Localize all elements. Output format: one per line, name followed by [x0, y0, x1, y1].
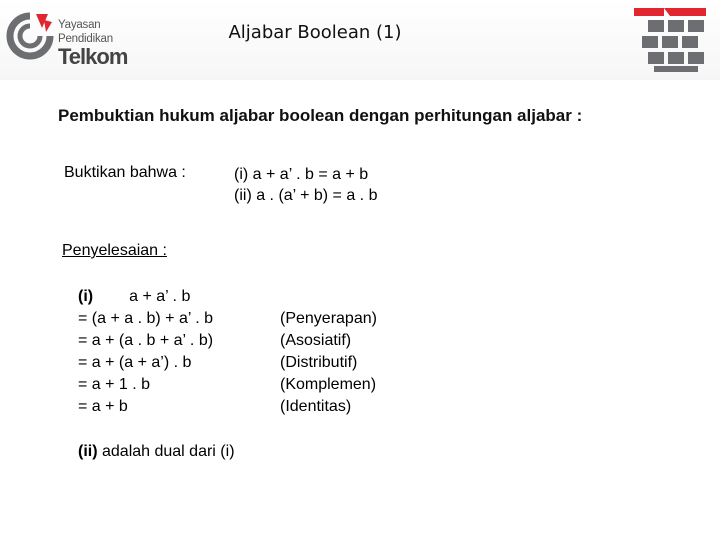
statement-i: (i) a + a’ . b = a + b	[234, 166, 369, 183]
emblem-icon	[630, 4, 710, 78]
dual-label: (ii)	[78, 443, 98, 460]
statement-ii: (ii) a . (a’ + b) = a . b	[234, 187, 378, 204]
proof-step: = a + (a . b + a’ . b)	[78, 332, 214, 349]
dual-note	[78, 443, 235, 461]
proof-step: = (a + a . b) + a’ . b	[78, 310, 214, 327]
step-i-label: (i)	[78, 288, 94, 305]
proof-first-line	[78, 286, 213, 308]
proof-step: = a + 1 . b	[78, 376, 151, 393]
prove-statements	[234, 164, 377, 206]
reason: (Penyerapan)	[280, 310, 377, 327]
solution-label: Penyelesaian :	[62, 242, 167, 259]
logo-line-1: Yayasan	[58, 19, 101, 31]
institution-emblem-logo	[630, 4, 710, 78]
reason: (Asosiatif)	[280, 332, 352, 349]
slide-title: Aljabar Boolean (1)	[228, 22, 402, 43]
proof-step: = a + (a + a’) . b	[78, 354, 192, 371]
prove-label: Buktikan bahwa :	[64, 164, 186, 181]
step-i-expression: a + a’ . b	[129, 288, 191, 305]
proof-steps	[78, 286, 213, 418]
logo-line-3: Telkom	[58, 44, 128, 69]
reason: (Distributif)	[280, 354, 358, 371]
reason: (Komplemen)	[280, 376, 377, 393]
reason: (Identitas)	[280, 398, 352, 415]
logo-line-2: Pendidikan	[58, 32, 113, 45]
proof-reasons	[280, 308, 377, 418]
slide-heading: Pembuktian hukum aljabar boolean dengan perhitungan aljabar :	[58, 106, 583, 125]
dual-text: adalah dual dari (i)	[97, 443, 235, 460]
proof-step: = a + b	[78, 398, 128, 415]
